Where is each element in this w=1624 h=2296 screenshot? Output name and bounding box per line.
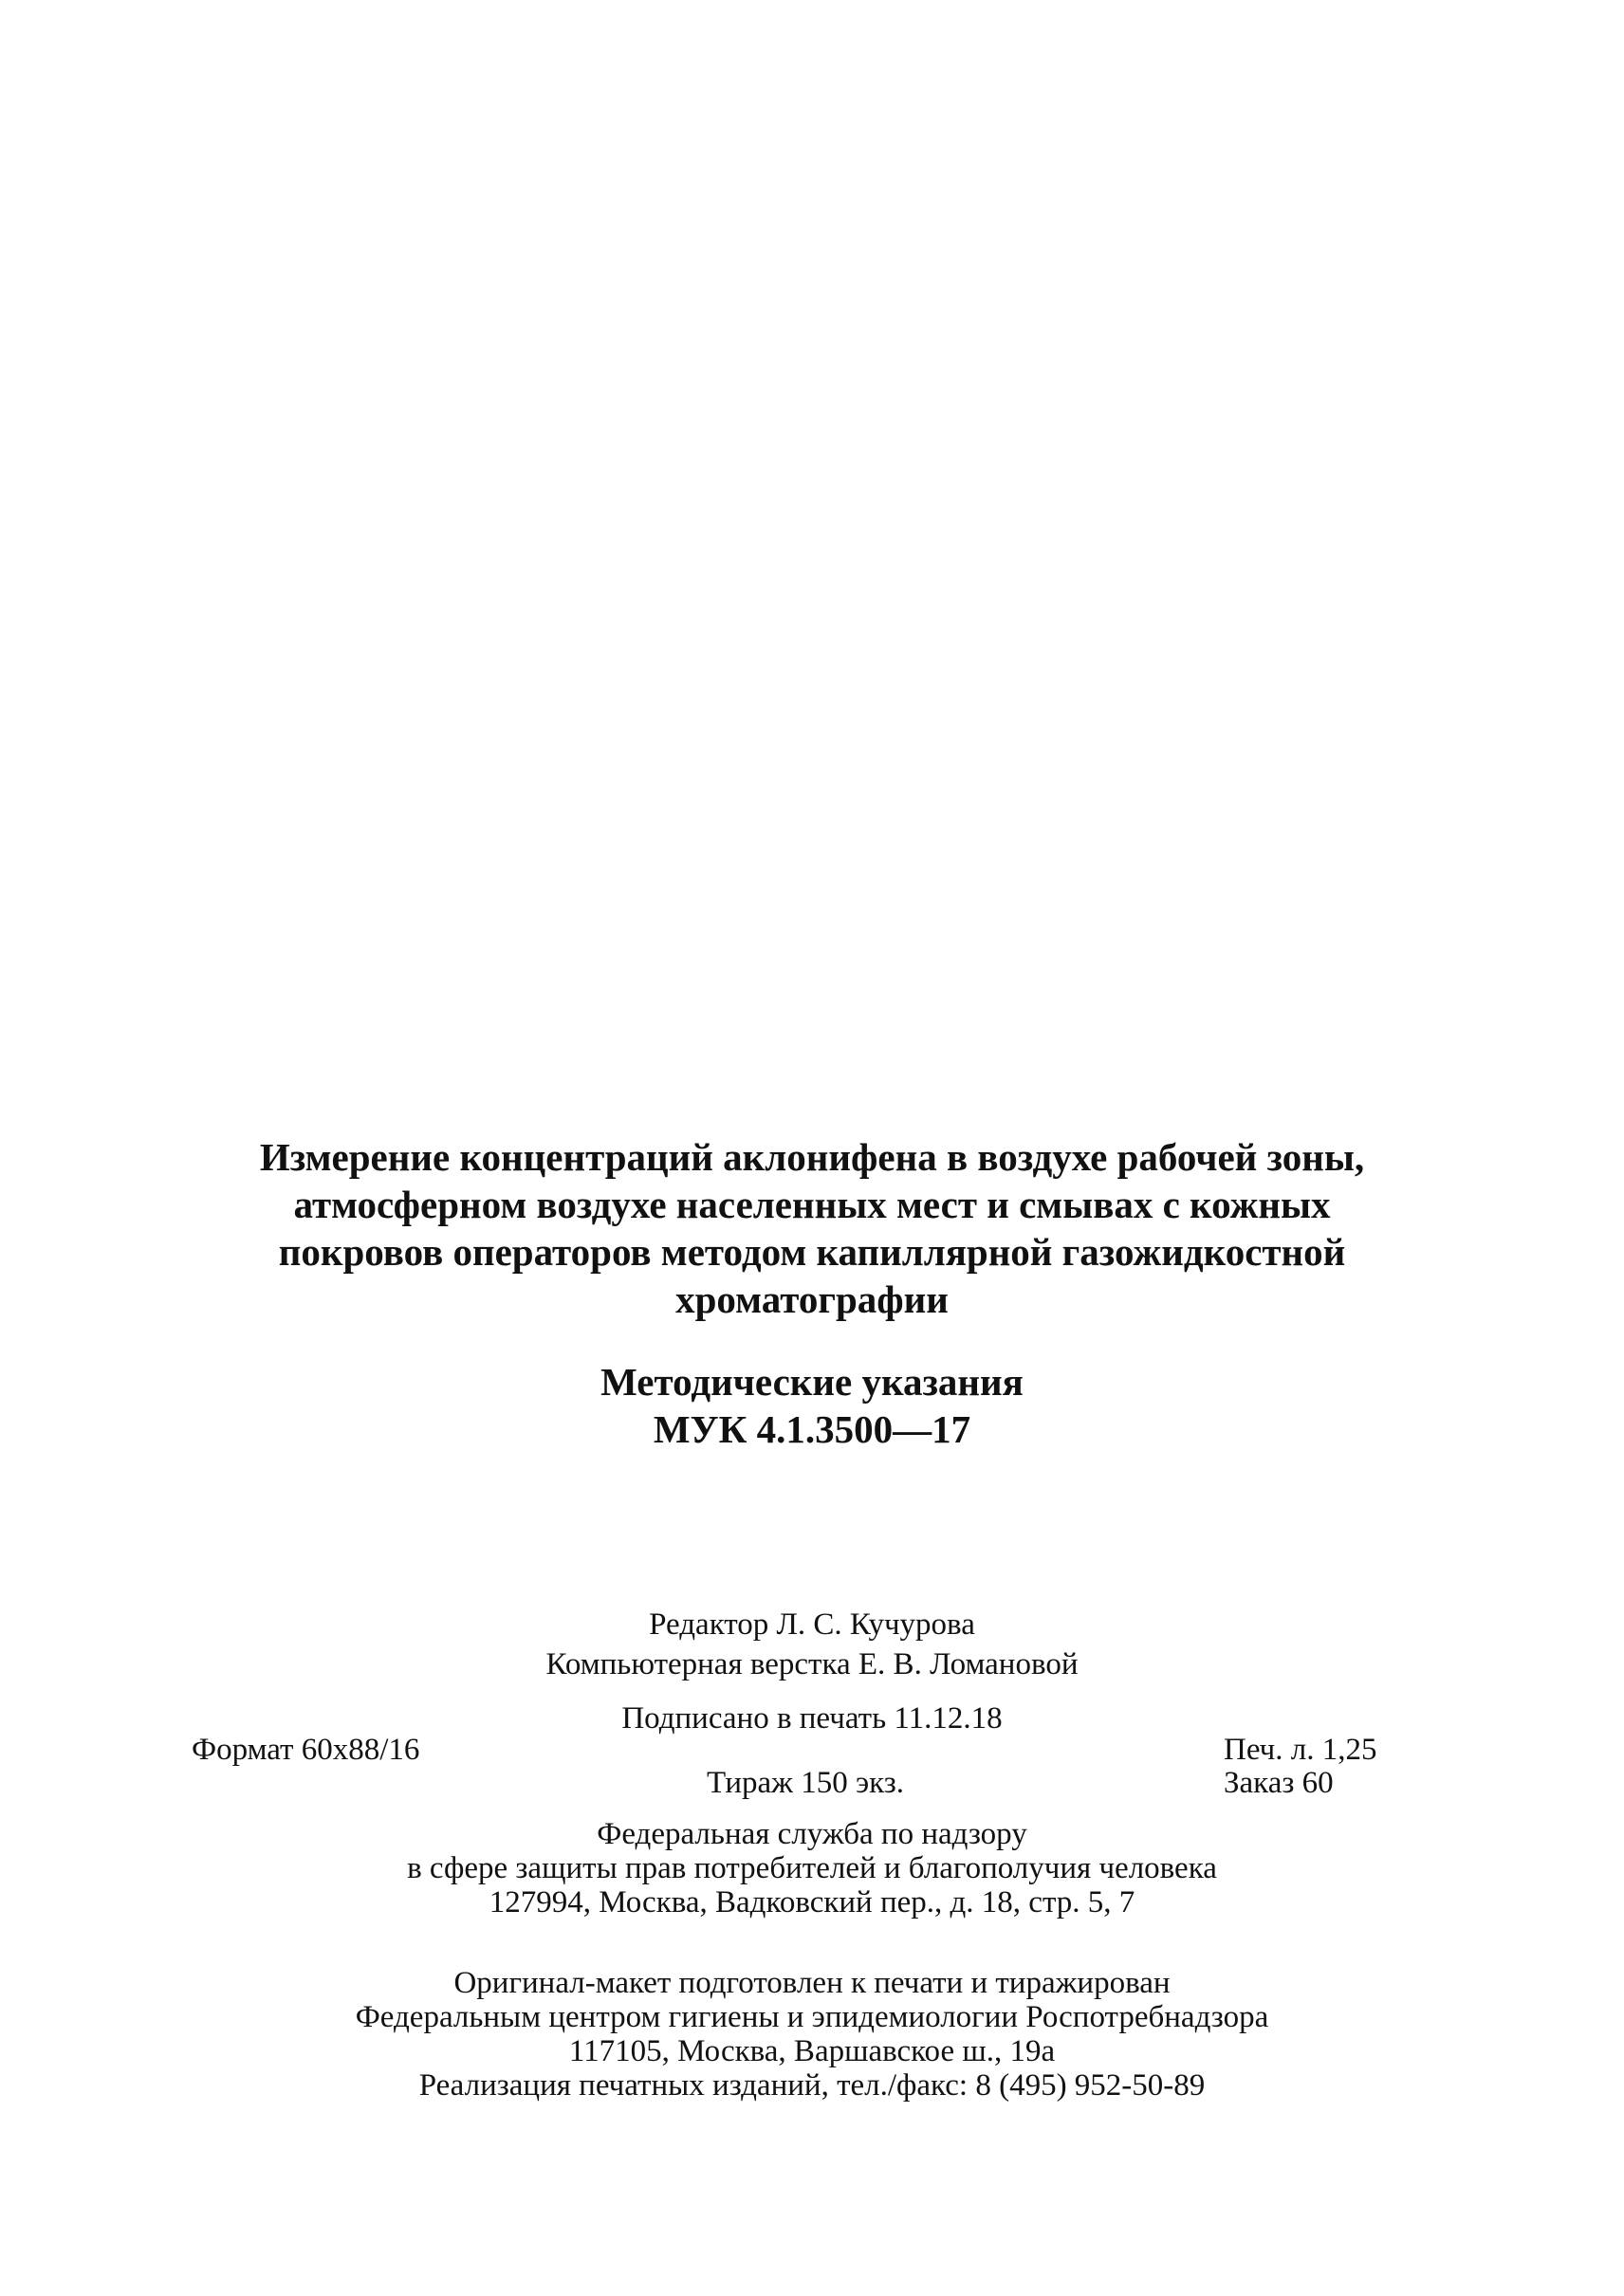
print-run-line: Тираж 150 экз.	[707, 1766, 904, 1800]
editor-line: Редактор Л. С. Кучурова	[649, 1607, 975, 1642]
printing-line-4: Реализация печатных изданий, тел./факс: 8 (495) 952-50-89	[418, 2068, 1206, 2103]
document-number: МУК 4.1.3500—17	[653, 1407, 971, 1451]
publisher-line-2: в сфере защиты прав потребителей и благополучия человека	[407, 1851, 1217, 1885]
title-line-3: покровов операторов методом капиллярной газожидкостной	[278, 1230, 1346, 1274]
title-line-4: хроматографии	[675, 1277, 949, 1321]
publisher-line-3: 127994, Москва, Вадковский пер., д. 18, стр. 5, 7	[489, 1885, 1135, 1919]
title-line-2: атмосферном воздухе населенных мест и смывах с кожных	[293, 1183, 1331, 1226]
printing-info	[0, 1966, 1624, 2103]
order-line: Заказ 60	[1224, 1766, 1334, 1800]
document-title	[0, 1133, 1624, 1323]
document-type: Методические указания	[600, 1360, 1024, 1404]
printing-line-1: Оригинал-макет подготовлен к печати и тиражирован	[453, 1966, 1171, 2000]
printing-line-2: Федеральным центром гигиены и эпидемиологии Роспотребнадзора	[355, 2000, 1269, 2034]
document-subtitle	[0, 1358, 1624, 1453]
publisher-info	[0, 1817, 1624, 1919]
format-line: Формат 60х88/16	[192, 1733, 420, 1767]
layout-line: Компьютерная верстка Е. В. Ломановой	[545, 1647, 1079, 1681]
title-line-1: Измерение концентраций аклонифена в воздухе рабочей зоны,	[259, 1135, 1365, 1179]
printing-line-3: 117105, Москва, Варшавское ш., 19а	[568, 2034, 1056, 2068]
publisher-line-1: Федеральная служба по надзору	[597, 1817, 1027, 1851]
signed-line: Подписано в печать 11.12.18	[621, 1701, 1003, 1736]
sheets-line: Печ. л. 1,25	[1224, 1733, 1377, 1767]
